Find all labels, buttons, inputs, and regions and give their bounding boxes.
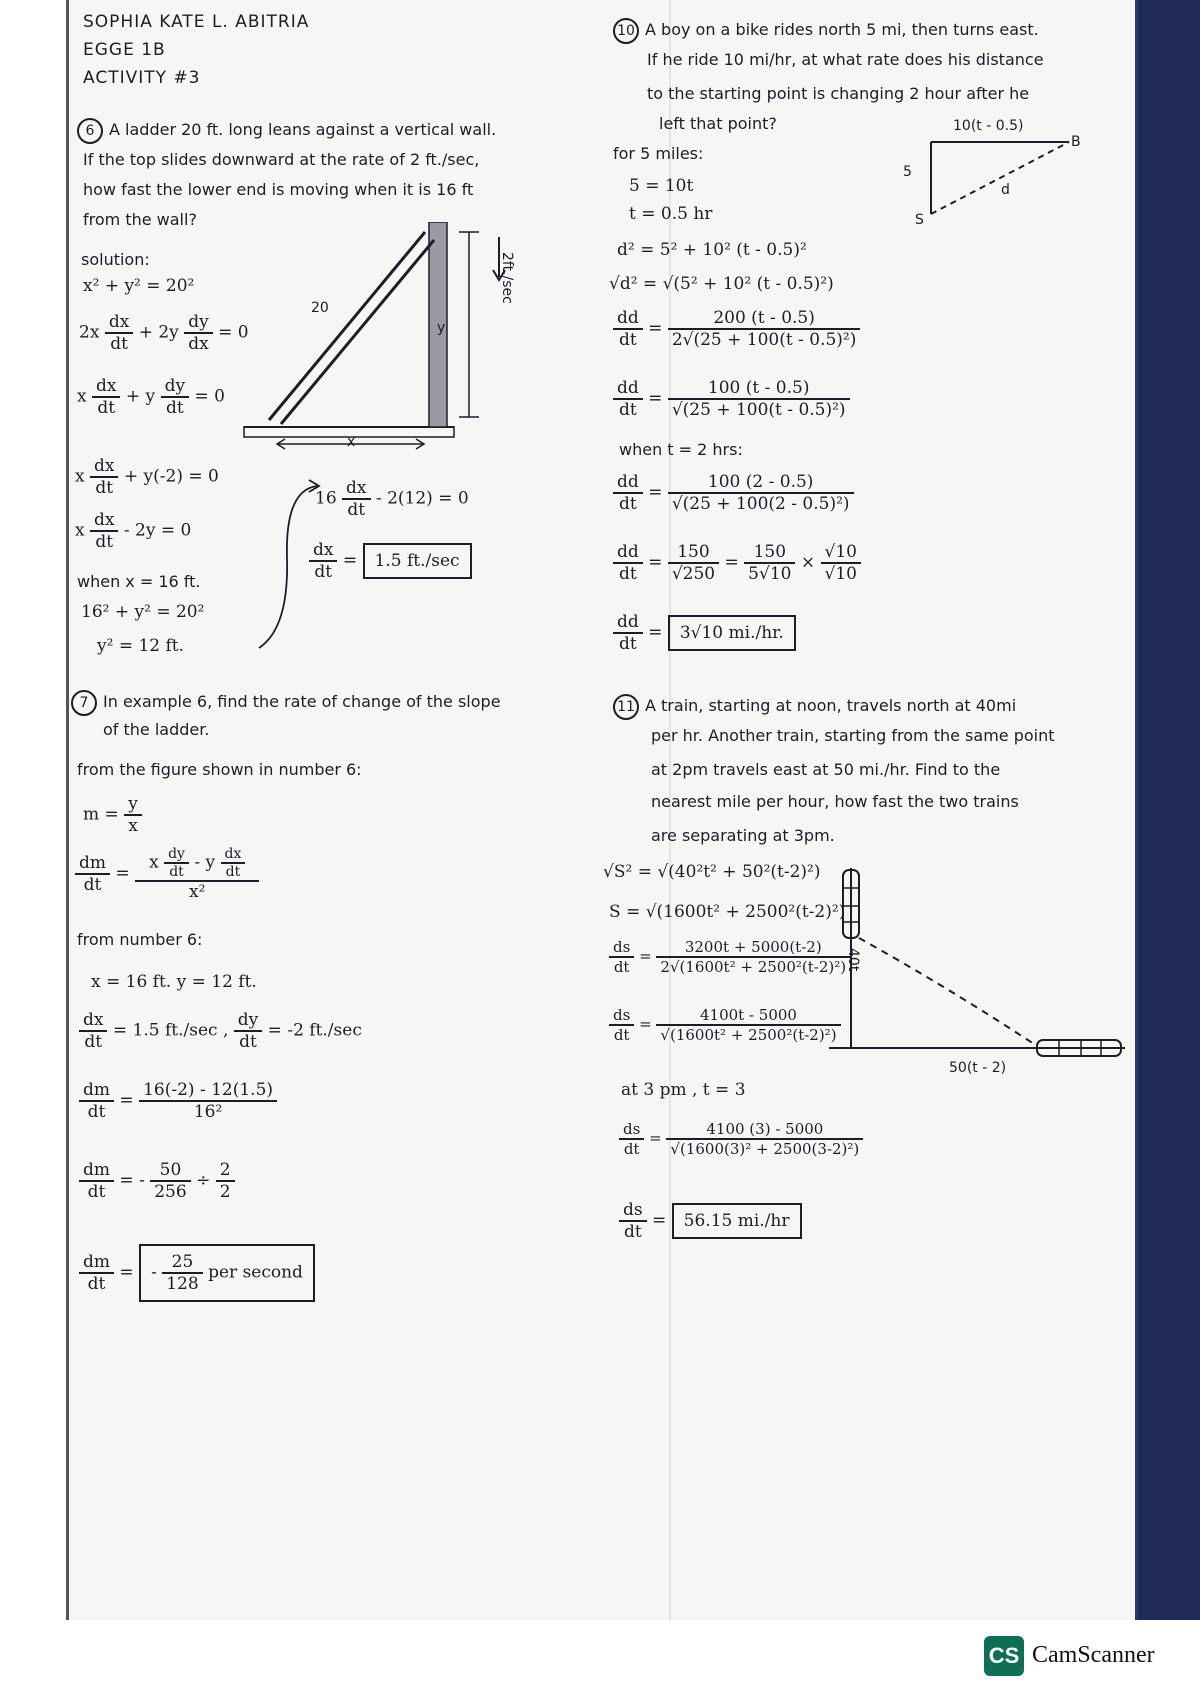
p6-eq7: y² = 12 ft. <box>97 636 185 656</box>
ladder-x-label: x <box>347 434 356 450</box>
p11-s: S = √(1600t² + 2500²(t-2)²) <box>609 902 846 922</box>
p7-answer-box: - $\frac{25}{128}$ per second <box>139 1244 315 1302</box>
p7-vals1: x = 16 ft. y = 12 ft. <box>91 972 257 992</box>
problem11-line5: are separating at 3pm. <box>651 826 835 845</box>
p7-substitution: $\frac{dm}{dt}$ = $\frac{16(-2) - 12(1.5)}{\text{16²}}$ <box>79 1080 277 1122</box>
trains-figure <box>829 868 1129 1068</box>
p7-answer-row: $\frac{dm}{dt}$ = - $\frac{25}{128}$ per second <box>79 1244 315 1302</box>
p10-sqrt-d: √d² = √(5² + 10² (t - 0.5)²) <box>609 274 834 294</box>
p10-dd2: $\frac{dd}{dt}$ = $\frac{100 (t - 0.5)}{\text{√(25 + 100(t - 0.5)²)}}$ <box>613 378 850 420</box>
p10-for5: for 5 miles: <box>613 144 704 163</box>
train-east-label: 50(t - 2) <box>949 1060 1007 1076</box>
p6-eq8: 16 $\frac{dx}{dt}$ - 2(12) = 0 <box>315 478 469 520</box>
p6-answer-row: $\frac{dx}{dt}$ = 1.5 ft./sec <box>309 540 472 582</box>
p6-eq2: 2x $\frac{dx}{dt}$ + 2y $\frac{dy}{dx}$ = 0 <box>79 312 249 354</box>
p11-s2: √S² = √(40²t² + 50²(t-2)²) <box>603 862 821 882</box>
p6-eq6: 16² + y² = 20² <box>81 602 205 622</box>
p10-dd4: $\frac{dd}{dt}$ = $\frac{150}{√250}$ = $\frac{150}{5√10}$ × $\frac{√10}{√10}$ <box>613 542 861 584</box>
p7-from-figure: from the figure shown in number 6: <box>77 760 362 779</box>
problem6-line4: from the wall? <box>83 210 197 229</box>
p10-when: when t = 2 hrs: <box>619 440 743 459</box>
problem10-line2: If he ride 10 mi/hr, at what rate does his distance <box>647 50 1044 69</box>
p11-ds3: $\frac{ds}{dt}$ = $\frac{4100 (3) - 5000}{\text{√(1600(3)² + 2500(3-2)²)}}$ <box>619 1120 863 1158</box>
p6-eq4: x $\frac{dx}{dt}$ + y(-2) = 0 <box>75 456 219 498</box>
problem11-line3: at 2pm travels east at 50 mi./hr. Find to the <box>651 760 1001 779</box>
problem7-line1: 7 In example 6, find the rate of change of the slope <box>71 690 501 716</box>
p10-dd1: $\frac{dd}{dt}$ = $\frac{200 (t - 0.5)}{\text{2√(25 + 100(t - 0.5)²)}}$ <box>613 308 860 350</box>
p11-ds2: $\frac{ds}{dt}$ = $\frac{4100t - 5000}{\text{√(1600t² + 2500²(t-2)²)}}$ <box>609 1006 841 1044</box>
p10-answer-row: $\frac{dd}{dt}$ = 3√10 mi./hr. <box>613 612 796 654</box>
bike-path-figure <box>919 136 1089 226</box>
ladder-y-label: y <box>437 320 446 336</box>
p10-dd3: $\frac{dd}{dt}$ = $\frac{100 (2 - 0.5)}{\text{√(25 + 100(2 - 0.5)²)}}$ <box>613 472 854 514</box>
train-north-label: 40t <box>845 948 861 972</box>
bike-b-label: B <box>1071 134 1081 150</box>
problem10-line3: to the starting point is changing 2 hour after he <box>647 84 1030 103</box>
problem11-number: 11 <box>613 694 639 720</box>
bike-side-label: 5 <box>903 164 912 180</box>
camscanner-logo-icon: CS <box>984 1636 1024 1676</box>
problem11-line4: nearest mile per hour, how fast the two trains <box>651 792 1019 811</box>
p11-at3: at 3 pm , t = 3 <box>621 1080 746 1100</box>
problem10-line1: 10 A boy on a bike rides north 5 mi, then turns east. <box>613 18 1039 44</box>
p7-from-number: from number 6: <box>77 930 203 949</box>
solution-label: solution: <box>81 250 150 269</box>
course-code: EGGE 1B <box>83 40 166 60</box>
bike-s-label: S <box>915 212 924 228</box>
p11-answer-row: $\frac{ds}{dt}$ = 56.15 mi./hr <box>619 1200 802 1242</box>
problem10-line4: left that point? <box>659 114 777 133</box>
ladder-length-label: 20 <box>311 300 329 316</box>
problem11-line2: per hr. Another train, starting from the same point <box>651 726 1055 745</box>
problem11-line1: 11 A train, starting at noon, travels north at 40mi <box>613 694 1016 720</box>
background-edge <box>1138 0 1200 1620</box>
problem7-number: 7 <box>71 690 97 716</box>
student-name: SOPHIA KATE L. ABITRIA <box>83 12 310 32</box>
activity-title: ACTIVITY #3 <box>83 68 201 88</box>
notebook-page <box>66 0 1138 1620</box>
p6-when: when x = 16 ft. <box>77 572 201 591</box>
p10-d2: d² = 5² + 10² (t - 0.5)² <box>617 240 807 260</box>
p7-result: $\frac{dm}{dt}$ = - $\frac{50}{256}$ ÷ $\frac{2}{2}$ <box>79 1160 235 1202</box>
p7-quotient: $\frac{dm}{dt}$ = x $\frac{dy}{dt}$ - y $\frac{dx}{dt}$ x² <box>75 846 259 902</box>
ladder-rate-label: 2ft./sec <box>499 252 515 304</box>
p6-eq1: x² + y² = 20² <box>83 276 195 296</box>
problem7-line2: of the ladder. <box>103 720 210 739</box>
p6-eq3: x $\frac{dx}{dt}$ + y $\frac{dy}{dt}$ = 0 <box>77 376 225 418</box>
problem10-number: 10 <box>613 18 639 44</box>
p10-s-eq: 5 = 10t <box>629 176 694 196</box>
problem6-line3: how fast the lower end is moving when it is 16 ft <box>83 180 474 199</box>
p7-vals2: $\frac{dx}{dt}$ = 1.5 ft./sec , $\frac{dy}{dt}$ = -2 ft./sec <box>79 1010 362 1052</box>
problem6-line2: If the top slides downward at the rate of 2 ft./sec, <box>83 150 480 169</box>
p11-answer-box: 56.15 mi./hr <box>672 1203 802 1239</box>
p7-slope: m = $\frac{y}{x}$ <box>83 794 142 836</box>
problem6-number: 6 <box>77 118 103 144</box>
p6-eq5: x $\frac{dx}{dt}$ - 2y = 0 <box>75 510 192 552</box>
bike-top-label: 10(t - 0.5) <box>953 118 1024 134</box>
problem6-line1: 6 A ladder 20 ft. long leans against a vertical wall. <box>77 118 496 144</box>
p6-answer-box: 1.5 ft./sec <box>363 543 472 579</box>
p10-t-eq: t = 0.5 hr <box>629 204 713 224</box>
p10-answer-box: 3√10 mi./hr. <box>668 615 796 651</box>
camscanner-text: CamScanner <box>1032 1642 1155 1668</box>
bike-d-label: d <box>1001 182 1010 198</box>
p11-ds1: $\frac{ds}{dt}$ = $\frac{3200t + 5000(t-2)}{\text{2√(1600t² + 2500²(t-2)²)}}$ <box>609 938 850 976</box>
